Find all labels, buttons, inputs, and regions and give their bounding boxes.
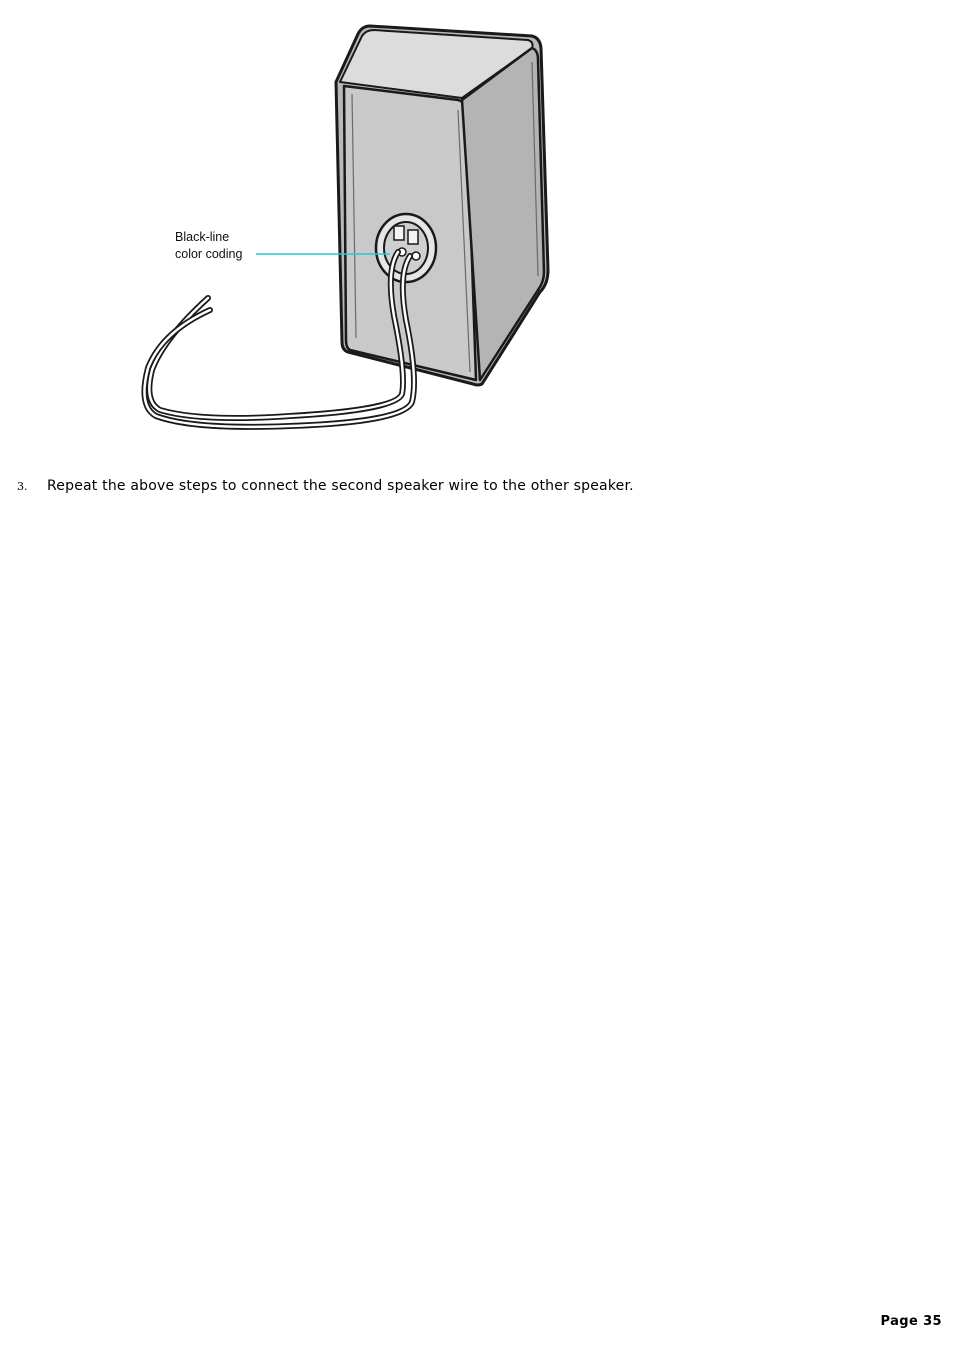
callout-label-line-1: Black-line <box>175 230 230 244</box>
speaker-illustration <box>140 20 560 430</box>
step-text: Repeat the above steps to connect the second speaker wire to the other speaker. <box>47 478 634 494</box>
step-number: 3. <box>17 480 28 493</box>
speaker-rear-icon <box>140 20 560 430</box>
step-item <box>0 478 954 498</box>
callout-label-line-2: color coding <box>175 247 243 261</box>
callout-label <box>175 229 242 263</box>
page-number: Page 35 <box>880 1314 942 1329</box>
